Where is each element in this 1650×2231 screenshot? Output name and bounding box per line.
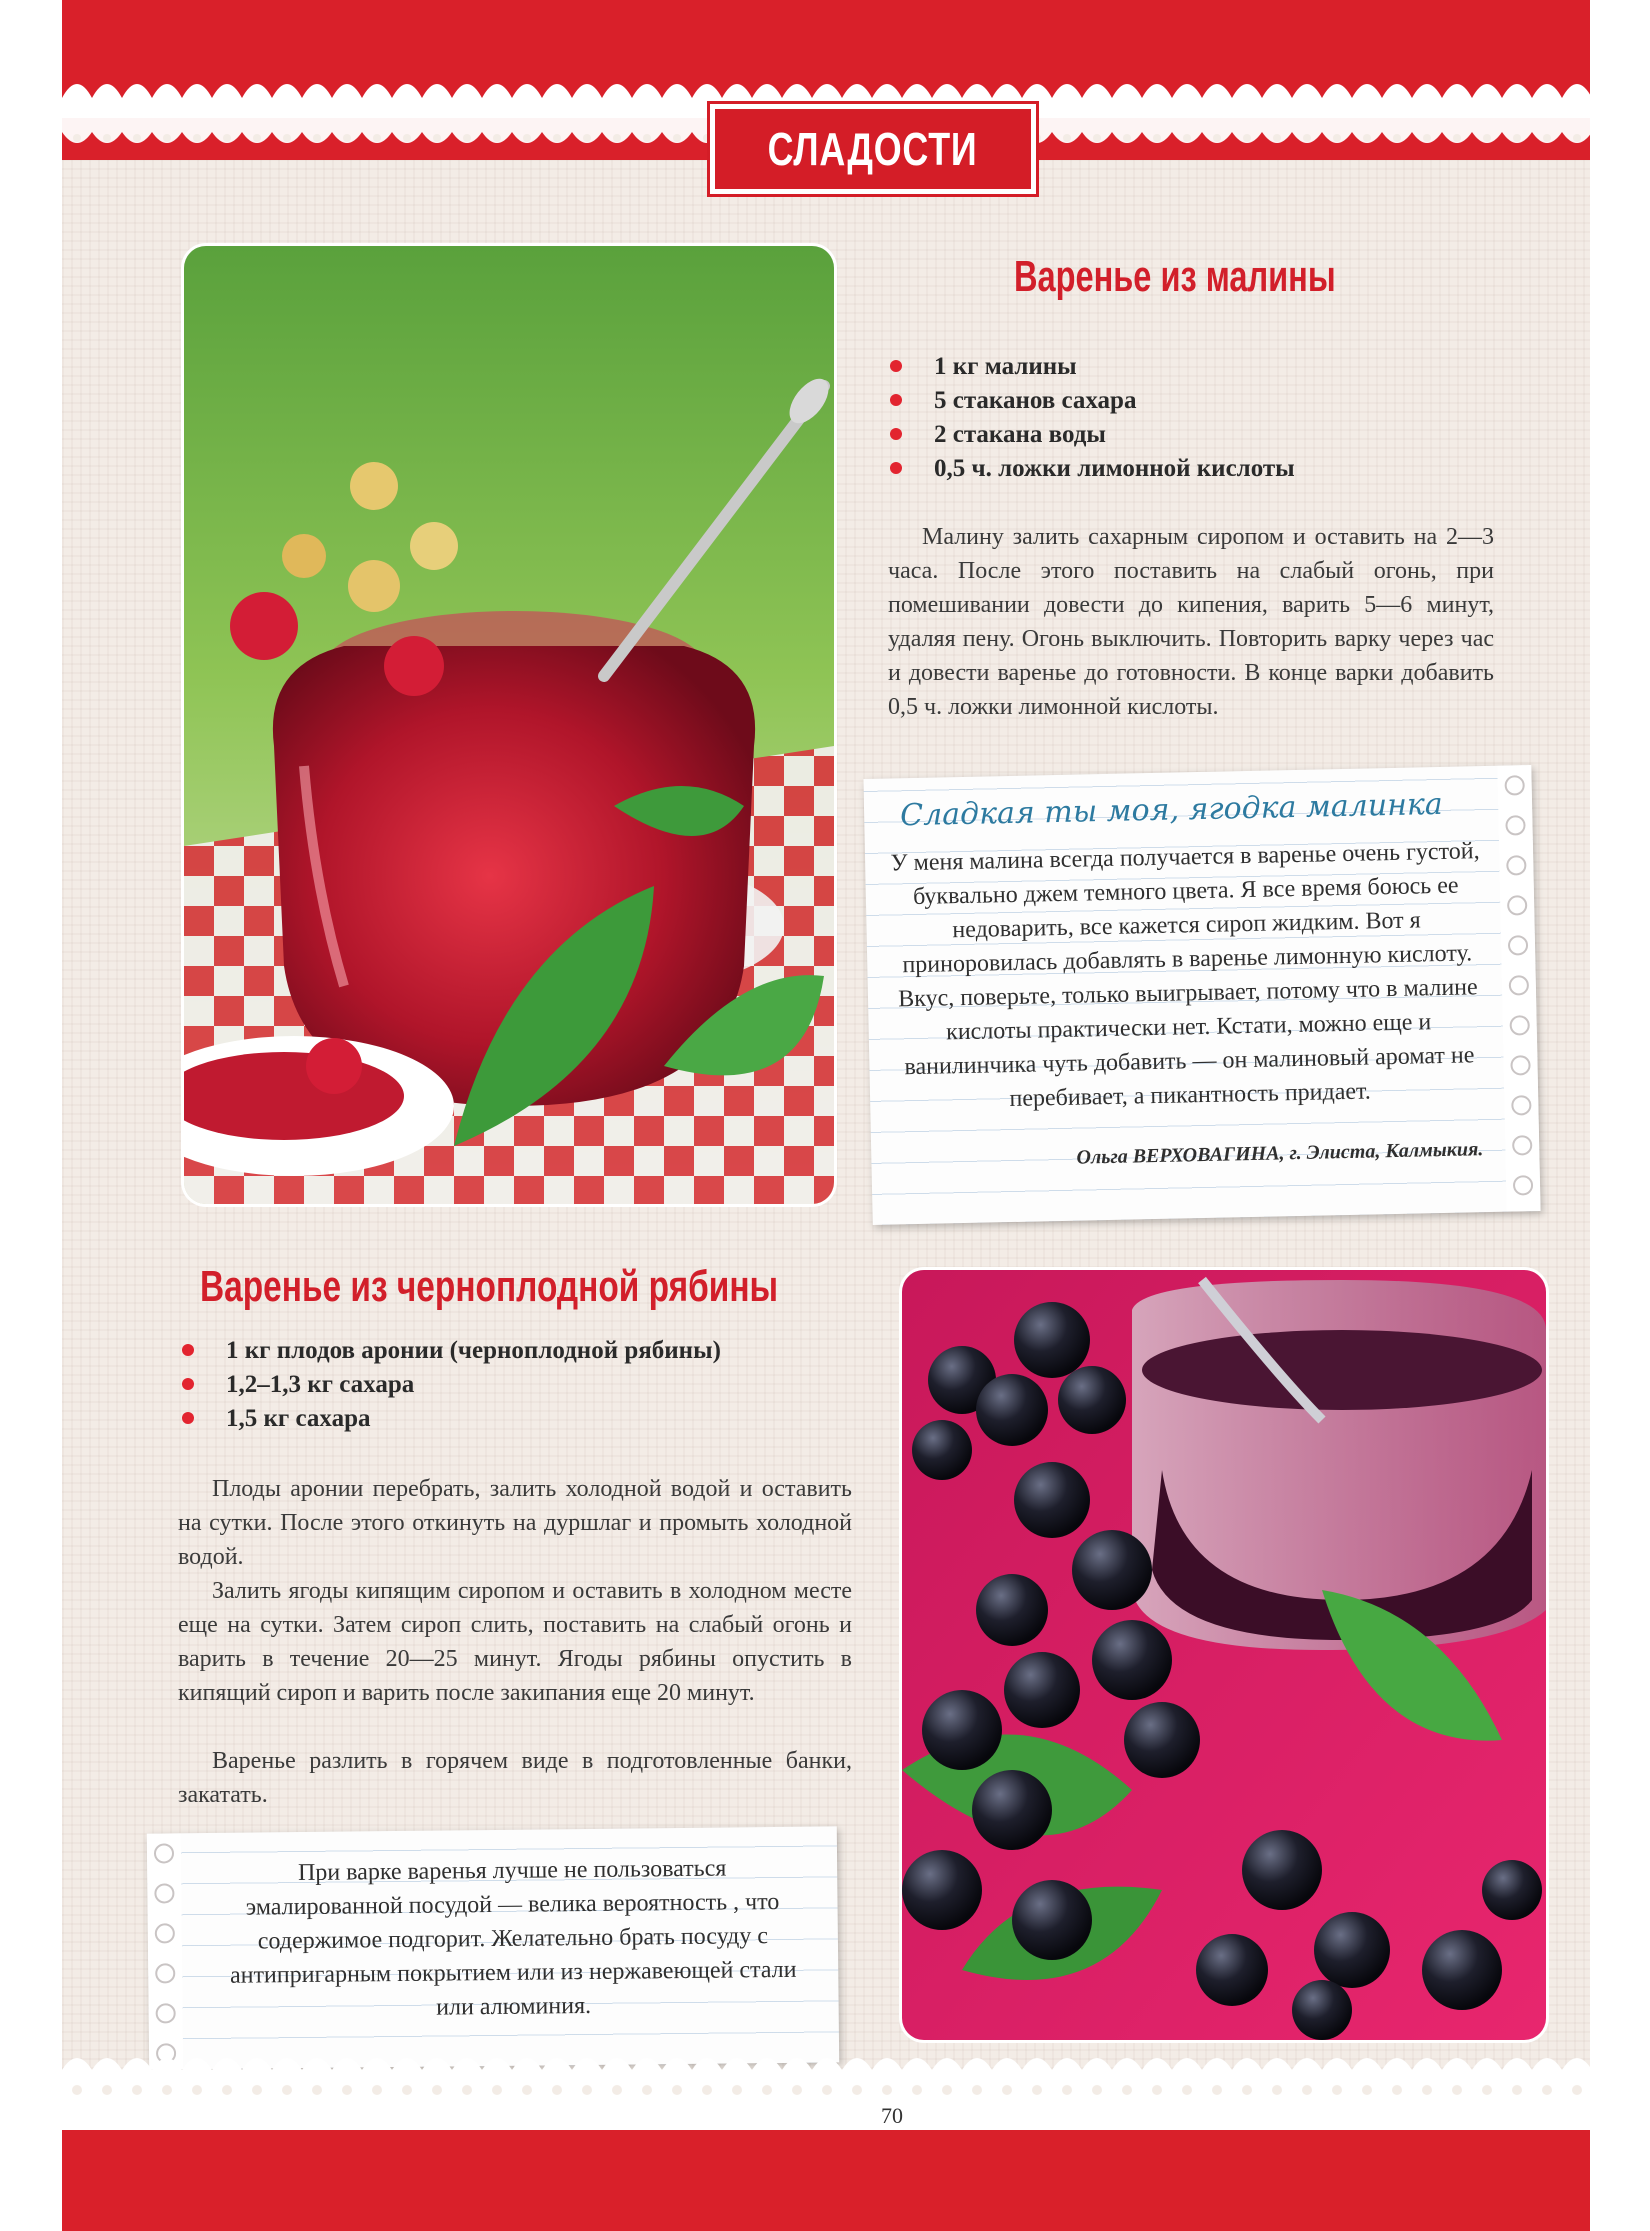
tip-title: Сладкая ты моя, ягодка малинка	[899, 786, 1444, 834]
page-number: 70	[881, 2103, 903, 2128]
recipe2-method-step: Залить ягоды кипящим сиропом и оставить в холодном месте еще на сутки. Затем сироп слить, поставить на слабый огонь и варить в течение 20—25 минут. Ягоды рябины опустить в кипящий сироп и варить после закипания еще 20 минут.	[178, 1578, 852, 1706]
recipe2-method-step: Варенье разлить в горячем виде в подготовленные банки, закатать.	[178, 1748, 852, 1808]
cooking-tip-note	[147, 1826, 839, 2069]
ingredient-item: 1 кг малины	[888, 350, 1295, 384]
aronia-jam-photo	[902, 1270, 1546, 2040]
lace-edge-ornament	[1497, 765, 1540, 1212]
ingredient-item: 1,5 кг сахара	[180, 1402, 721, 1436]
ingredient-item: 5 стаканов сахара	[888, 384, 1295, 418]
recipe2-title: Варенье из черноплодной рябины	[200, 1262, 779, 1311]
section-title: СЛАДОСТИ	[768, 123, 978, 175]
ingredient-item: 2 стакана воды	[888, 418, 1295, 452]
recipe2-method-step: Плоды аронии перебрать, залить холодной водой и оставить на сутки. После этого откинуть на дуршлаг и промыть холодной водой.	[178, 1476, 852, 1570]
tip-text: При варке варенья лучше не пользоваться эмалированной посудой — велика вероятность , что содержимое подгорит. Желательно брать посуду с антипригарным покрытием или из нержавеющей стали или алюминия.	[229, 1855, 797, 2021]
footer-band	[62, 2130, 1590, 2231]
recipe1-method: Малину залить сахарным сиропом и оставить на 2—3 часа. После этого поставить на слабый огонь, при помешивании довести до кипения, варить 5—6 минут, удаляя пену. Огонь выключить. Повторить варку через час и довести варенье до готовности. В конце варки добавить 0,5 ч. ложки лимонной кислоты.	[888, 524, 1494, 720]
ingredient-item: 1 кг плодов аронии (черноплодной рябины)	[180, 1334, 721, 1368]
section-title-plate	[710, 104, 1036, 194]
tip-author: Ольга ВЕРХОВАГИНА, г. Элиста, Калмыкия.	[1076, 1138, 1484, 1169]
recipe2-ingredients	[180, 1334, 721, 1436]
magazine-page	[62, 0, 1590, 2231]
ingredient-item: 0,5 ч. ложки лимонной кислоты	[888, 452, 1295, 486]
lace-edge-ornament	[147, 1833, 183, 2069]
tip-text: У меня малина всегда получается в варенье очень густой, буквально джем темного цвета. Я все время боюсь ее недоварить, все кажется сироп жидким. Вот я приноровилась добавлять в варенье лимонную кислоту. Вкус, поверьте, только выигрывает, потому что в малине кислоты практически нет. Кстати, можно еще и ванилинчика чуть добавить — он малиновый аромат не перебивает, а пикантность придает.	[890, 838, 1480, 1113]
recipe1-ingredients	[888, 350, 1295, 486]
recipe1-title: Варенье из малины	[1014, 252, 1336, 301]
raspberry-jam-photo	[184, 246, 834, 1204]
reader-tip-note	[863, 765, 1540, 1225]
footer-lace-ornament	[62, 2040, 1590, 2132]
ingredient-item: 1,2–1,3 кг сахара	[180, 1368, 721, 1402]
